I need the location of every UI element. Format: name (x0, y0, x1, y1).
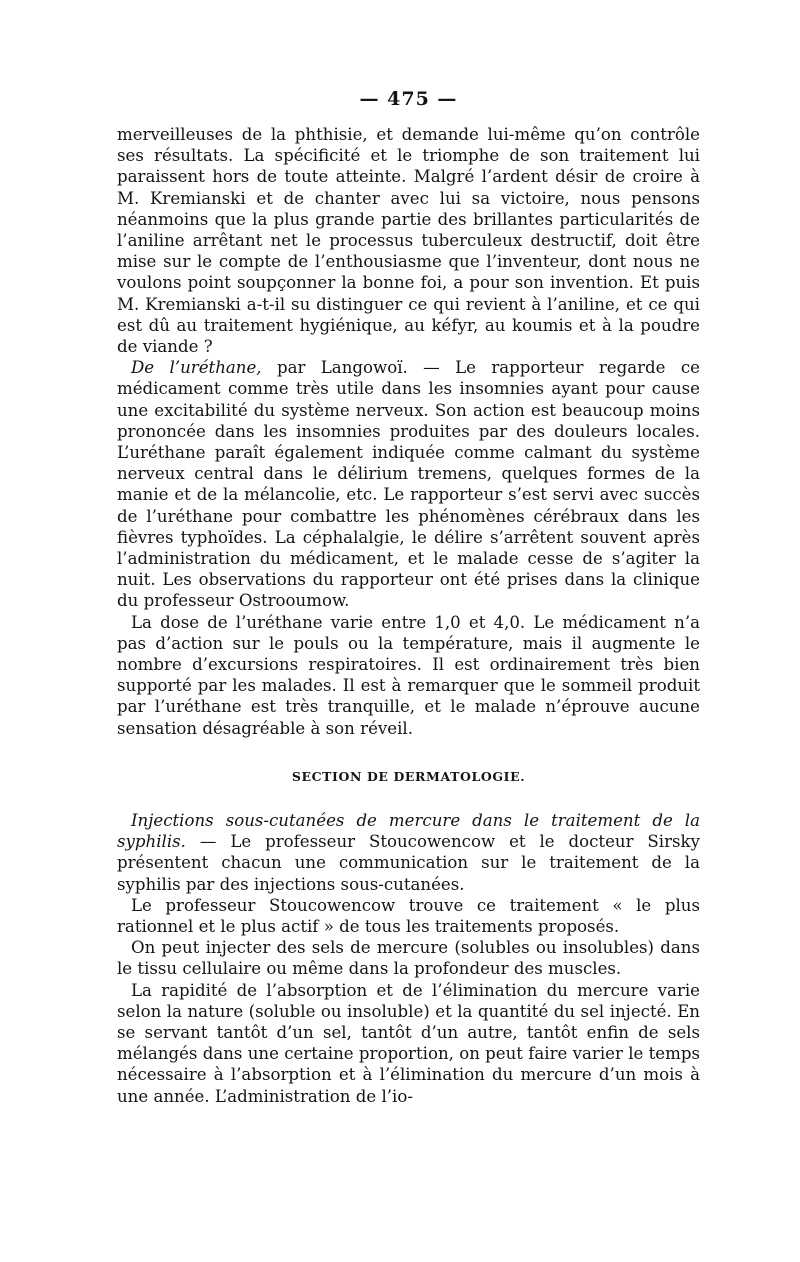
urethane-body: par Langowoï. — Le rapporteur regarde ce médicament comme très utile dans les insomnies ayant pour cause une excitabilité du système nerveux. Son action est beaucoup moins prononcée dans les insomnies produites par des douleurs locales. L’uréthane paraît également indiquée comme calmant du système nerveux central dans le délirium tremens, quelques formes de la manie et de la mélancolie, etc. Le rapporteur s’est servi avec succès de l’uréthane pour combattre les phénomènes cérébraux dans les fièvres typhoïdes. La céphalalgie, le délire s’arrêtent souvent après l’administration du médicament, et le malade cesse de s’agiter la nuit. Les observations du rapporteur ont été prises dans la clinique du professeur Ostrooumow. (117, 358, 700, 611)
paragraph-absorption: La rapidité de l’absorption et de l’élimination du mercure varie selon la nature (soluble ou insoluble) et la quantité du sel injecté. En se servant tantôt d’un sel, tantôt d’un autre, tantôt enfin de sels mélangés dans une certaine proportion, on peut faire varier le temps nécessaire à l’absorption et à l’élimination du mercure d’un mois à une année. L’administration de l’io- (117, 980, 700, 1106)
urethane-title: De l’uréthane, (131, 358, 262, 378)
book-page (117, 88, 700, 1107)
paragraph-injections (117, 810, 700, 895)
page-number: — 475 — (359, 88, 458, 110)
paragraph-injection-sites: On peut injecter des sels de mercure (solubles ou insolubles) dans le tissu cellulaire ou même dans la profondeur des muscles. (117, 938, 700, 979)
paragraph-urethane-dose: La dose de l’uréthane varie entre 1,0 et 4,0. Le médicament n’a pas d’action sur le pouls ou la température, mais il augmente le nombre d’excursions respiratoires. Il est ordinairement très bien supporté par les malades. Il est à remarquer que le sommeil produit par l’uréthane est très tranquille, et le malade n’éprouve aucune sensation désagréable à son réveil. (117, 612, 700, 738)
paragraph-urethane (117, 357, 700, 611)
section-heading: SECTION DE DERMATOLOGIE. (291, 768, 526, 784)
paragraph-aniline: merveilleuses de la phthisie, et demande lui-même qu’on contrôle ses résultats. La spécificité et le triomphe de son traitement lui paraissent hors de toute atteinte. Malgré l’ardent désir de croire à M. Kremianski et de chanter avec lui sa victoire, nous pensons néanmoins que la plus grande partie des brillantes particularités de l’aniline arrêtant net le processus tuberculeux destructif, doit être mise sur le compte de l’enthousiasme que l’inventeur, dont nous ne voulons point soupçonner la bonne foi, a pour son invention. Et puis M. Kremianski a-t-il su distinguer ce qui revient à l’aniline, et ce qui est dû au traitement hygiénique, au kéfyr, au koumis et à la poudre de viande ? (117, 125, 700, 357)
injections-title: Injections sous-cutanées de mercure dans le traitement de la syphilis. (117, 810, 700, 852)
injections-body: — Le professeur Stoucowencow et le docteur Sirsky présentent chacun une communication sur le traitement de la syphilis par des injections sous-cutanées. (117, 832, 700, 894)
paragraph-stoucowencow: Le professeur Stoucowencow trouve ce traitement « le plus rationnel et le plus actif » de tous les traitements proposés. (117, 895, 700, 936)
